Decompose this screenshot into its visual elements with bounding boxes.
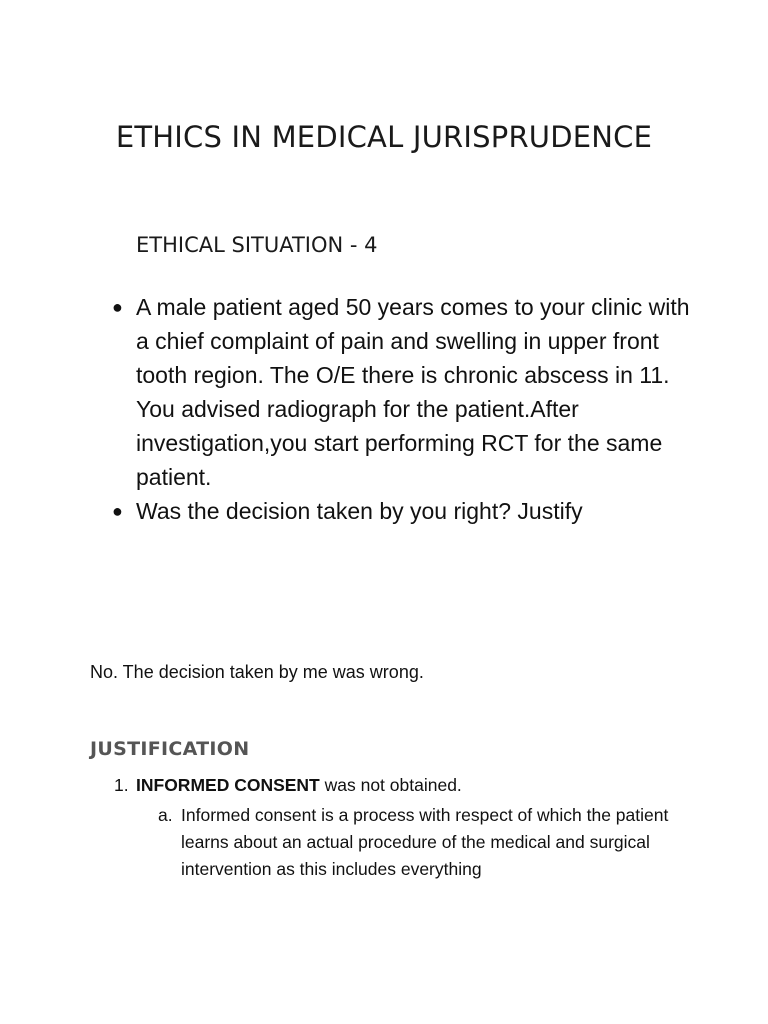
item-rest-text: was not obtained. [319,775,462,795]
list-item [112,290,692,494]
item-bold-term: INFORMED CONSENT [136,775,320,795]
bullet-marker: ● [112,501,123,521]
bullet-text: A male patient aged 50 years comes to your clinic with a chief complaint of pain and swelling in upper front tooth region. The O/E there is chronic abscess in 11. You advised radiograph for the patient.After investigation,you start performing RCT for the same patient. [136,294,690,490]
answer-text: No. The decision taken by me was wrong. [90,662,424,682]
bullet-text: Was the decision taken by you right? Justify [136,498,583,524]
sub-list-item [158,802,698,883]
situation-subtitle: ETHICAL SITUATION - 4 [136,233,378,257]
item-number: 1. [114,775,129,795]
bullet-marker: ● [112,297,123,317]
justification-heading: JUSTIFICATION [90,738,250,760]
situation-bullet-list [112,290,692,528]
sub-item-text: Informed consent is a process with respect of which the patient learns about an actual procedure of the medical and surgical intervention as this includes everything [181,805,669,879]
sub-item-letter: a. [158,805,173,825]
list-item [112,494,692,528]
numbered-item [114,775,462,796]
page-title: ETHICS IN MEDICAL JURISPRUDENCE [115,120,653,154]
